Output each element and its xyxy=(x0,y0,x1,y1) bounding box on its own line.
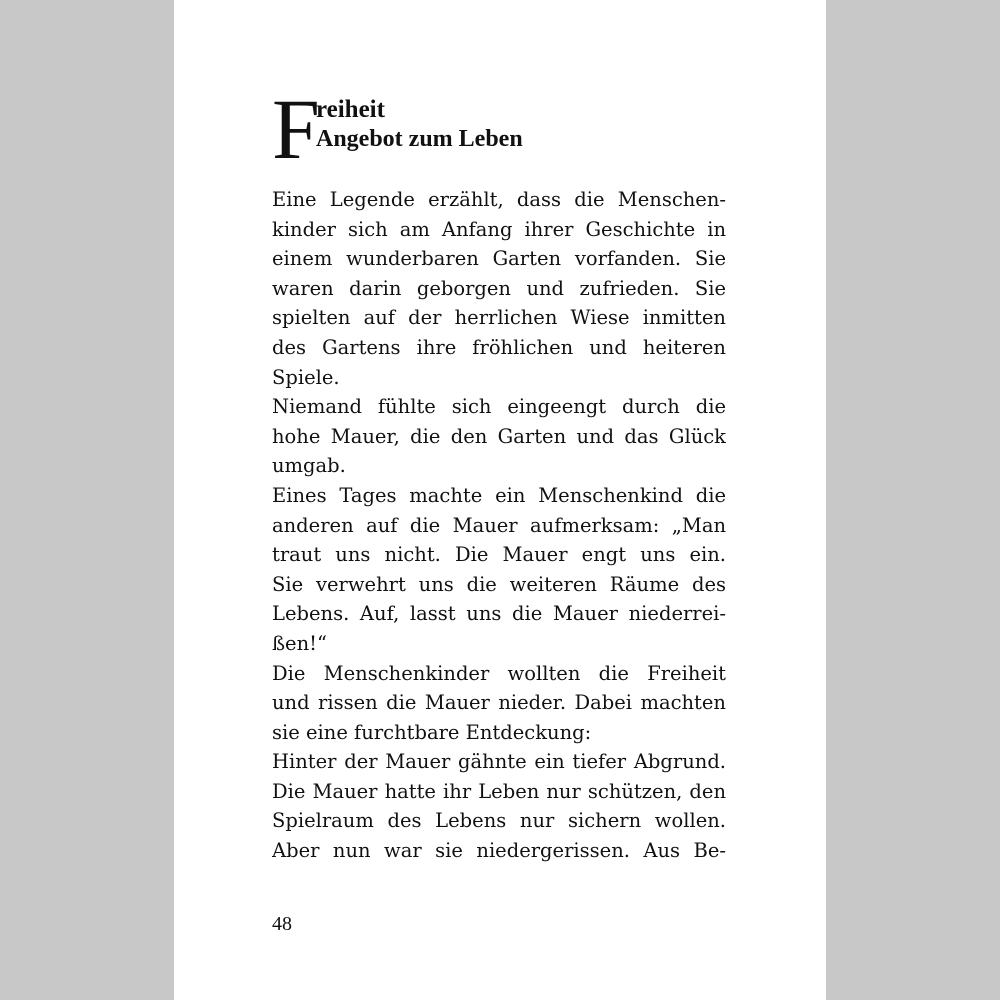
text-line: Die Menschenkinder wollten die Freiheit xyxy=(272,661,726,685)
text-line: einem wunderbaren Garten vorfanden. Sie xyxy=(272,247,726,271)
book-page xyxy=(174,0,826,1000)
text-line: Spielraum des Lebens nur sichern wollen. xyxy=(272,809,726,833)
text-line: waren darin geborgen und zufrieden. Sie xyxy=(272,276,726,300)
text-line: umgab. xyxy=(272,454,346,478)
text-line: Hinter der Mauer gähnte ein tiefer Abgrund. xyxy=(272,750,726,774)
chapter-subtitle: Angebot zum Leben xyxy=(316,126,523,152)
text-line: Sie verwehrt uns die weiteren Räume des xyxy=(272,572,726,596)
text-line: Eine Legende erzählt, dass die Menschen- xyxy=(272,188,726,211)
text-line: anderen auf die Mauer aufmerksam: „Man xyxy=(272,513,726,537)
text-line: des Gartens ihre fröhlichen und heiteren xyxy=(272,335,726,359)
text-line: ßen!“ xyxy=(272,631,327,655)
chapter-heading xyxy=(272,81,672,177)
text-line: Lebens. Auf, lasst uns die Mauer niederrei- xyxy=(272,602,726,626)
text-line: traut uns nicht. Die Mauer engt uns ein. xyxy=(272,543,726,567)
text-line: Die Mauer hatte ihr Leben nur schützen, den xyxy=(272,779,726,803)
drop-cap: F xyxy=(272,81,320,177)
page-number: 48 xyxy=(272,913,292,935)
text-line: Niemand fühlte sich eingeengt durch die xyxy=(272,395,726,419)
text-line: Spiele. xyxy=(272,365,340,389)
chapter-title: reiheit xyxy=(316,96,385,123)
body-text xyxy=(272,185,726,866)
text-line: Aber nun war sie niedergerissen. Aus Be- xyxy=(272,839,726,863)
text-line: und rissen die Mauer nieder. Dabei machten xyxy=(272,691,726,715)
text-line: hohe Mauer, die den Garten und das Glück xyxy=(272,424,726,448)
text-line: kinder sich am Anfang ihrer Geschichte in xyxy=(272,217,726,241)
text-line: sie eine furchtbare Entdeckung: xyxy=(272,720,592,744)
text-line: Eines Tages machte ein Menschenkind die xyxy=(272,483,726,507)
text-line: spielten auf der herrlichen Wiese inmitten xyxy=(272,306,726,330)
